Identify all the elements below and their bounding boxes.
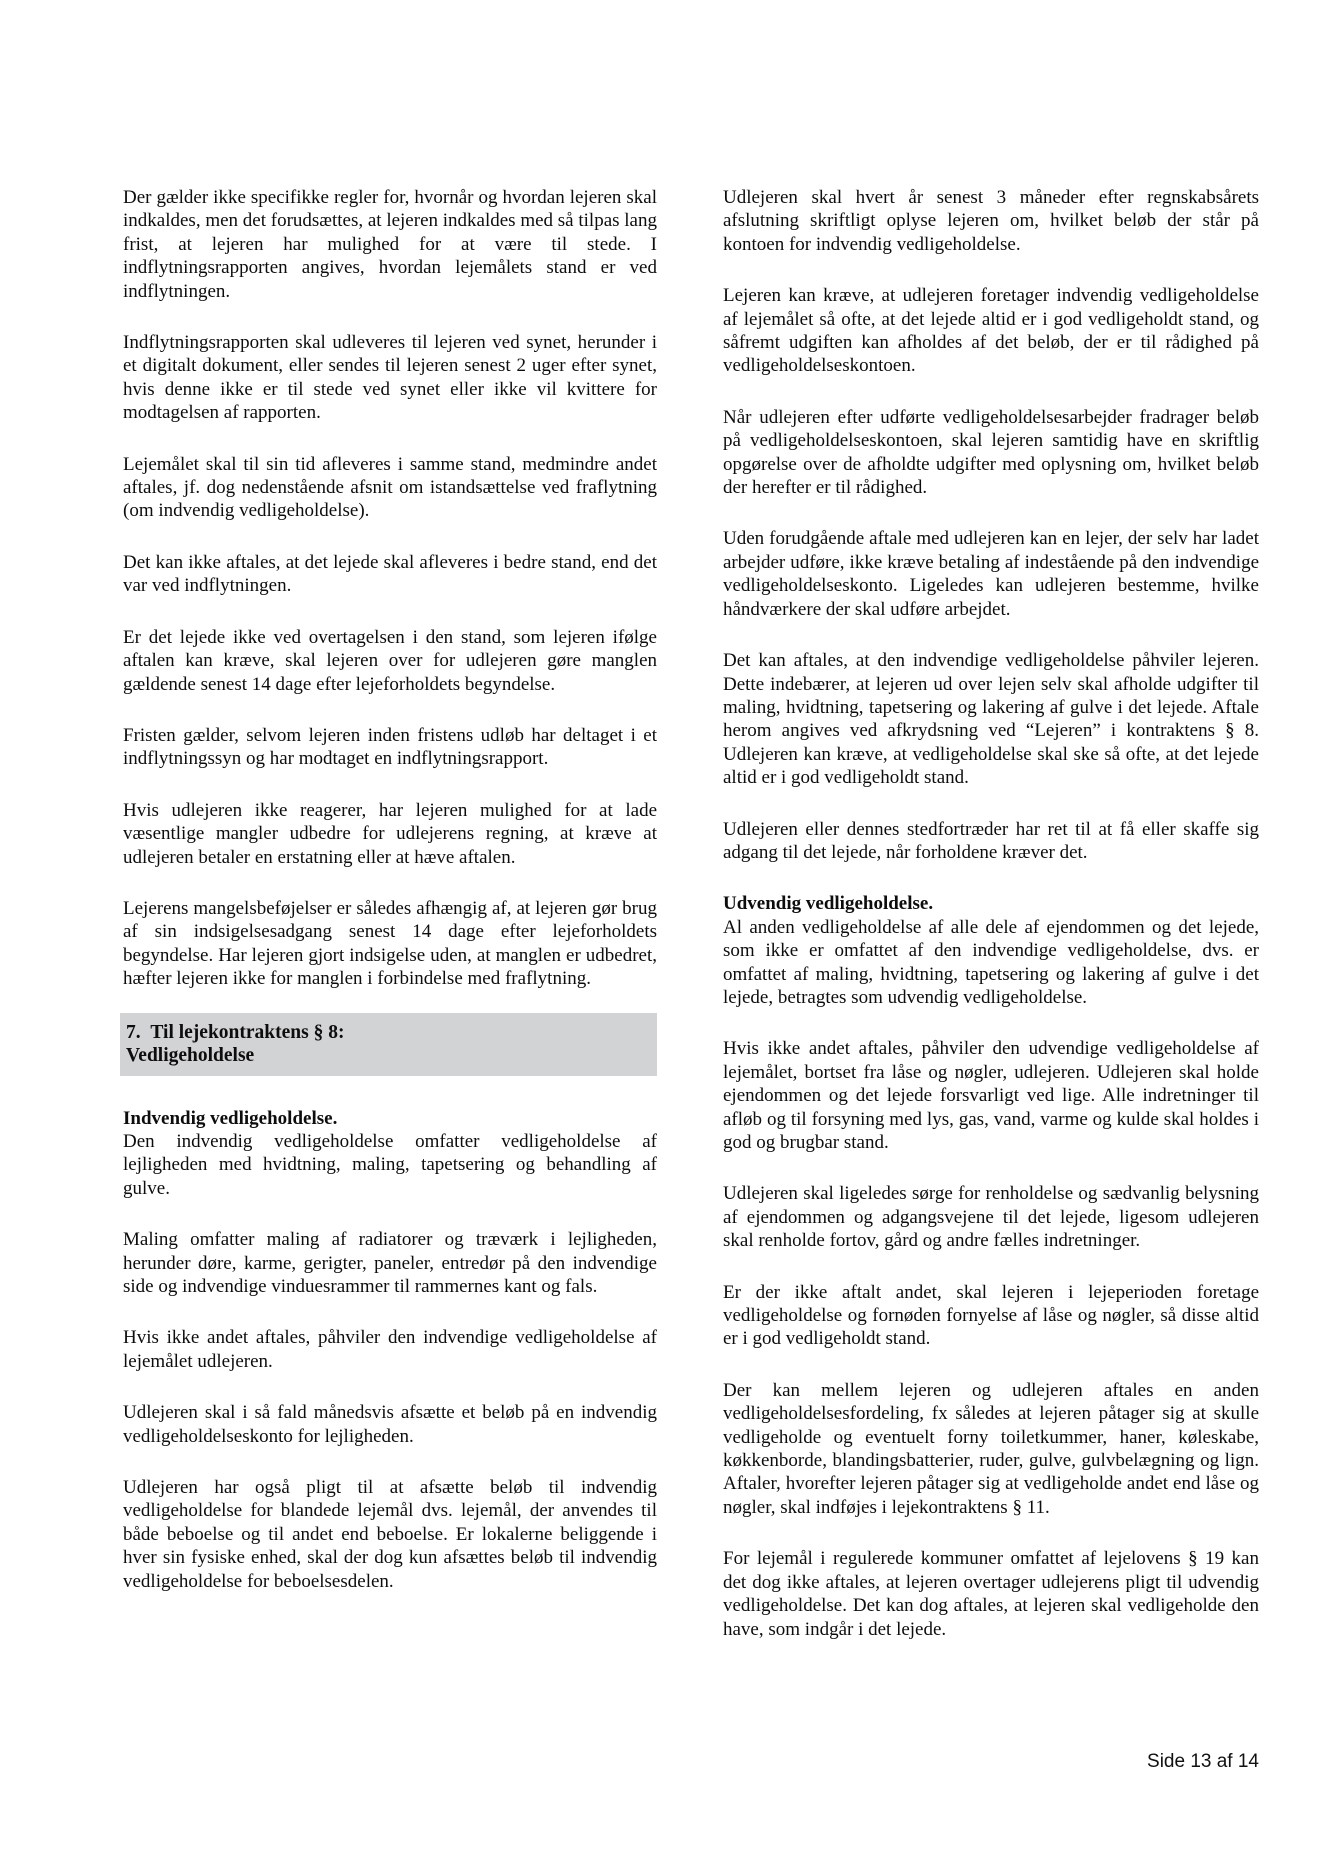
paragraph: Der gælder ikke specifikke regler for, hvornår og hvordan lejeren skal indkaldes, men det forudsættes, at lejeren indkaldes med så tilpas lang frist, at lejeren har mulighed for at være til stede. I indflytningsrapporten angives, hvordan lejemålets stand er ved indflytningen. [123, 187, 657, 302]
paragraph: Udlejeren eller dennes stedfortræder har ret til at få eller skaffe sig adgang til det lejede, når forholdene kræver det. [723, 818, 1259, 863]
paragraph: For lejemål i regulerede kommuner omfattet af lejelovens § 19 kan det dog ikke aftales, at lejeren overtager udlejerens pligt til udvendig vedligeholdelse. Det kan dog aftales, at lejeren skal vedligeholde den have, som indgår i det lejede. [723, 1548, 1259, 1640]
right-column [723, 186, 1259, 1669]
paragraph: Uden forudgående aftale med udlejeren kan en lejer, der selv har ladet arbejder udføre, ikke kræve betaling af indestående på den indvendige vedligeholdelseskonto. Ligeledes kan udlejeren bestemme, hvilke håndværkere der skal udføre arbejdet. [723, 528, 1259, 620]
paragraph: Lejeren kan kræve, at udlejeren foretager indvendig vedligeholdelse af lejemålet så ofte, at det lejede altid er i god vedligeholdt stand, og såfremt udgiften kan afholdes af det beløb, der er til rådighed på vedligeholdelseskontoen. [723, 285, 1259, 377]
left-column [123, 186, 657, 1669]
paragraph: Er der ikke aftalt andet, skal lejeren i lejeperioden foretage vedligeholdelse og fornøden fornyelse af låse og nøgler, så disse altid er i god vedligeholdt stand. [723, 1281, 1259, 1350]
paragraph: Det kan aftales, at den indvendige vedligeholdelse påhviler lejeren. Dette indebærer, at lejeren ud over lejen selv skal afholde udgifter til maling, hvidtning, tapetsering og lakering af gulve i det lejede. Aftale herom angives ved afkrydsning ved “Lejeren” i kontraktens § 8. Udlejeren kan kræve, at vedligeholdelse skal ske så ofte, at det lejede altid er i god vedligeholdt stand. [723, 650, 1259, 789]
paragraph: Udlejeren har også pligt til at afsætte beløb til indvendig vedligeholdelse for blandede lejemål dvs. lejemål, der anvendes til både beboelse og til andet end beboelse. Er lokalerne beliggende i hver sin fysiske enhed, skal der dog kun afsættes beløb til indvendig vedligeholdelse for beboelsesdelen. [123, 1477, 657, 1592]
paragraph: Udlejeren skal ligeledes sørge for renholdelse og sædvanlig belysning af ejendommen og adgangsvejene til det lejede, ligesom udlejeren skal renholde fortov, gård og andre fælles indretninger. [723, 1183, 1259, 1252]
paragraph: Der kan mellem lejeren og udlejeren aftales en anden vedligeholdelsesfordeling, fx således at lejeren påtager sig at skulle vedligeholde og eventuelt forny toiletkummer, haner, køleskabe, køkkenborde, blandingsbatterier, ruder, gulve, gulvbelægning og lign. Aftaler, hvorefter lejeren påtager sig at vedligeholde andet end låse og nøgler, skal indføjes i lejekontraktens § 11. [723, 1379, 1259, 1518]
section-header-line: 7. Til lejekontraktens § 8: [126, 1021, 345, 1043]
paragraph: Det kan ikke aftales, at det lejede skal afleveres i bedre stand, end det var ved indflytningen. [123, 551, 657, 597]
page-number: Side 13 af 14 [1147, 1751, 1259, 1772]
paragraph: Den indvendig vedligeholdelse omfatter vedligeholdelse af lejligheden med hvidtning, maling, tapetsering og behandling af gulve. [123, 1130, 657, 1199]
paragraph: Lejemålet skal til sin tid afleveres i samme stand, medmindre andet aftales, jf. dog nedenstående afsnit om istandsættelse ved fraflytning (om indvendig vedligeholdelse). [123, 453, 657, 522]
subheading-udvendig-vedligeholdelse: Udvendig vedligeholdelse. [723, 893, 934, 915]
paragraph: Er det lejede ikke ved overtagelsen i den stand, som lejeren ifølge aftalen kan kræve, skal lejeren over for udlejeren gøre manglen gældende senest 14 dage efter lejeforholdets begyndelse. [123, 626, 657, 695]
paragraph: Hvis udlejeren ikke reagerer, har lejeren mulighed for at lade væsentlige mangler udbedre for udlejerens regning, at kræve at udlejeren betaler en erstatning eller at hæve aftalen. [123, 799, 657, 868]
paragraph: Udlejeren skal hvert år senest 3 måneder efter regnskabsårets afslutning skriftligt oplyse lejeren om, hvilket beløb der står på kontoen for indvendig vedligeholdelse. [723, 187, 1259, 255]
two-column-layout [123, 186, 1320, 1669]
subheading-indvendig-vedligeholdelse: Indvendig vedligeholdelse. [123, 1107, 338, 1129]
paragraph: Maling omfatter maling af radiatorer og træværk i lejligheden, herunder døre, karme, gerigter, paneler, entredør på den indvendige side og indvendige vinduesrammer til rammernes kant og fals. [123, 1229, 657, 1297]
paragraph: Al anden vedligeholdelse af alle dele af ejendommen og det lejede, som ikke er omfattet af den indvendige vedligeholdelse, dvs. er omfattet af maling, hvidtning, tapetsering og lakering af gulve i det lejede, betragtes som udvendig vedligeholdelse. [723, 916, 1259, 1008]
paragraph: Lejerens mangelsbeføjelser er således afhængig af, at lejeren gør brug af sin indsigelsesadgang senest 14 dage efter lejeforholdets begyndelse. Har lejeren gjort indsigelse uden, at manglen er udbedret, hæfter lejeren ikke for manglen i forbindelse med fraflytning. [123, 897, 657, 990]
paragraph: Hvis ikke andet aftales, påhviler den udvendige vedligeholdelse af lejemålet, bortset fra låse og nøgler, udlejeren. Udlejeren skal holde ejendommen og det lejede forsvarligt ved lige. Alle indretninger til afløb og til forsyning med lys, gas, vand, varme og kulde skal holdes i god og brugbar stand. [723, 1038, 1259, 1153]
paragraph: Udlejeren skal i så fald månedsvis afsætte et beløb på en indvendig vedligeholdelseskonto for lejligheden. [123, 1402, 657, 1447]
section-header-line: Vedligeholdelse [126, 1045, 255, 1067]
paragraph: Når udlejeren efter udførte vedligeholdelsesarbejder fradrager beløb på vedligeholdelseskontoen, skal lejeren samtidig have en skriftlig opgørelse over de afholdte udgifter med oplysning om, hvilket beløb der herefter er til rådighed. [723, 406, 1259, 499]
section-header-lejekontraktens-paragraf-8 [120, 1013, 657, 1076]
paragraph: Fristen gælder, selvom lejeren inden fristens udløb har deltaget i et indflytningssyn og har modtaget en indflytningsrapport. [123, 724, 657, 770]
paragraph: Indflytningsrapporten skal udleveres til lejeren ved synet, herunder i et digitalt dokument, eller sendes til lejeren senest 2 uger efter synet, hvis denne ikke er til stede ved synet eller ikke vil kvittere for modtagelsen af rapporten. [123, 332, 657, 424]
paragraph: Hvis ikke andet aftales, påhviler den indvendige vedligeholdelse af lejemålet udlejeren. [123, 1327, 657, 1372]
